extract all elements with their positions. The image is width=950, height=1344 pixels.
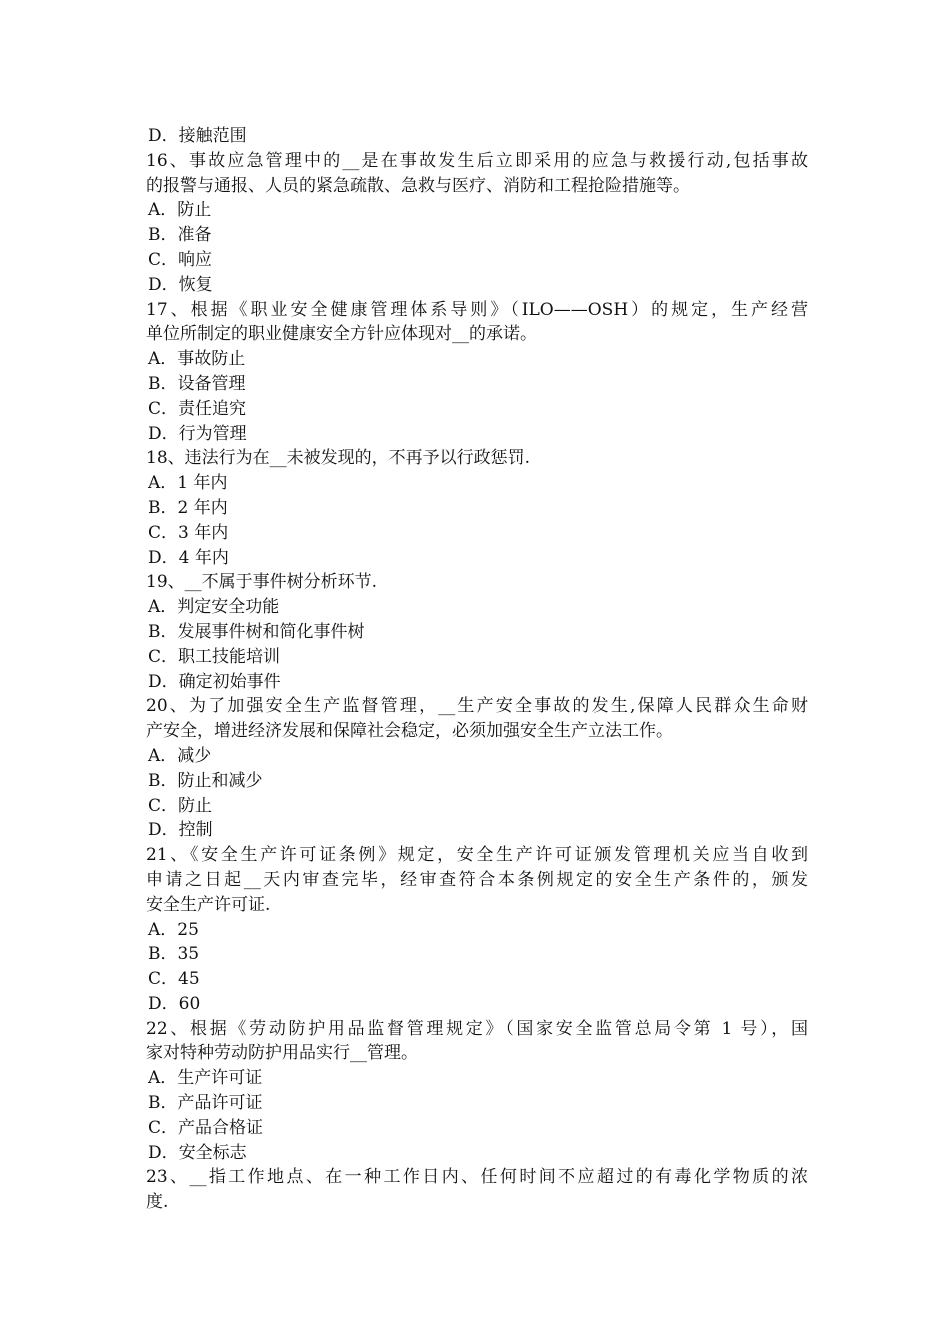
answer-option: D．恢复	[148, 274, 213, 295]
answer-option: B．设备管理	[148, 373, 246, 394]
question-text-line: 18、违法行为在__未被发现的，不再予以行政惩罚.	[146, 448, 531, 469]
answer-option: B．防止和减少	[148, 770, 263, 791]
question-text-line: 20、为了加强安全生产监督管理，__生产安全事故的发生,保障人民群众生命财	[146, 696, 808, 717]
answer-option: A．防止	[148, 200, 212, 221]
question-text-line: 单位所制定的职业健康安全方针应体现对__的承诺。	[146, 324, 537, 345]
answer-option: C．3 年内	[148, 522, 229, 543]
answer-option: B．2 年内	[148, 497, 228, 518]
answer-option: C．响应	[148, 249, 213, 270]
question-text-line: 16、事故应急管理中的__是在事故发生后立即采用的应急与救援行动,包括事故	[146, 150, 808, 171]
answer-option: C．责任追究	[148, 398, 247, 419]
answer-option: D．安全标志	[148, 1142, 247, 1163]
document-page	[146, 124, 808, 1215]
question-text-line: 21、《安全生产许可证条例》规定，安全生产许可证颁发管理机关应当自收到	[146, 845, 808, 866]
answer-option: B．准备	[148, 225, 212, 246]
question-text-line: 的报警与通报、人员的紧急疏散、急救与医疗、消防和工程抢险措施等。	[146, 175, 690, 196]
answer-option: A．减少	[148, 745, 212, 766]
question-text-line: 17、根据《职业安全健康管理体系导则》（ILO——OSH）的规定，生产经营	[146, 299, 808, 320]
answer-option: A．25	[148, 919, 199, 940]
answer-option: D．行为管理	[148, 423, 247, 444]
answer-option: C．产品合格证	[148, 1117, 264, 1138]
answer-option: D．4 年内	[148, 547, 229, 568]
question-text-line: 申请之日起__天内审查完毕，经审查符合本条例规定的安全生产条件的，颁发	[146, 869, 808, 890]
question-text-line: 家对特种劳动防护用品实行__管理。	[146, 1043, 418, 1064]
question-text-line: 产安全，增进经济发展和保障社会稳定，必须加强安全生产立法工作。	[146, 721, 673, 742]
answer-option: A．判定安全功能	[148, 597, 280, 618]
answer-option: A．生产许可证	[148, 1068, 263, 1089]
answer-option: B．35	[148, 944, 200, 965]
question-text-line: 19、__不属于事件树分析环节.	[146, 572, 378, 593]
question-text-line: 23、__指工作地点、在一种工作日内、任何时间不应超过的有毒化学物质的浓	[146, 1167, 808, 1188]
answer-option: A．1 年内	[148, 473, 228, 494]
answer-option: A．事故防止	[148, 349, 246, 370]
answer-option: D．控制	[148, 820, 213, 841]
answer-option: C．45	[148, 969, 200, 990]
answer-option: C．职工技能培训	[148, 646, 281, 667]
answer-option: D．接触范围	[148, 126, 247, 146]
answer-option: D．确定初始事件	[148, 671, 281, 692]
question-text-line: 度.	[146, 1192, 169, 1213]
question-text-line: 安全生产许可证.	[146, 894, 271, 915]
answer-option: B．发展事件树和简化事件树	[148, 621, 365, 642]
answer-option: C．防止	[148, 795, 213, 816]
question-text-line: 22、根据《劳动防护用品监督管理规定》（国家安全监管总局令第 1 号），国	[146, 1018, 808, 1039]
answer-option: D．60	[148, 993, 201, 1014]
answer-option: B．产品许可证	[148, 1093, 263, 1114]
